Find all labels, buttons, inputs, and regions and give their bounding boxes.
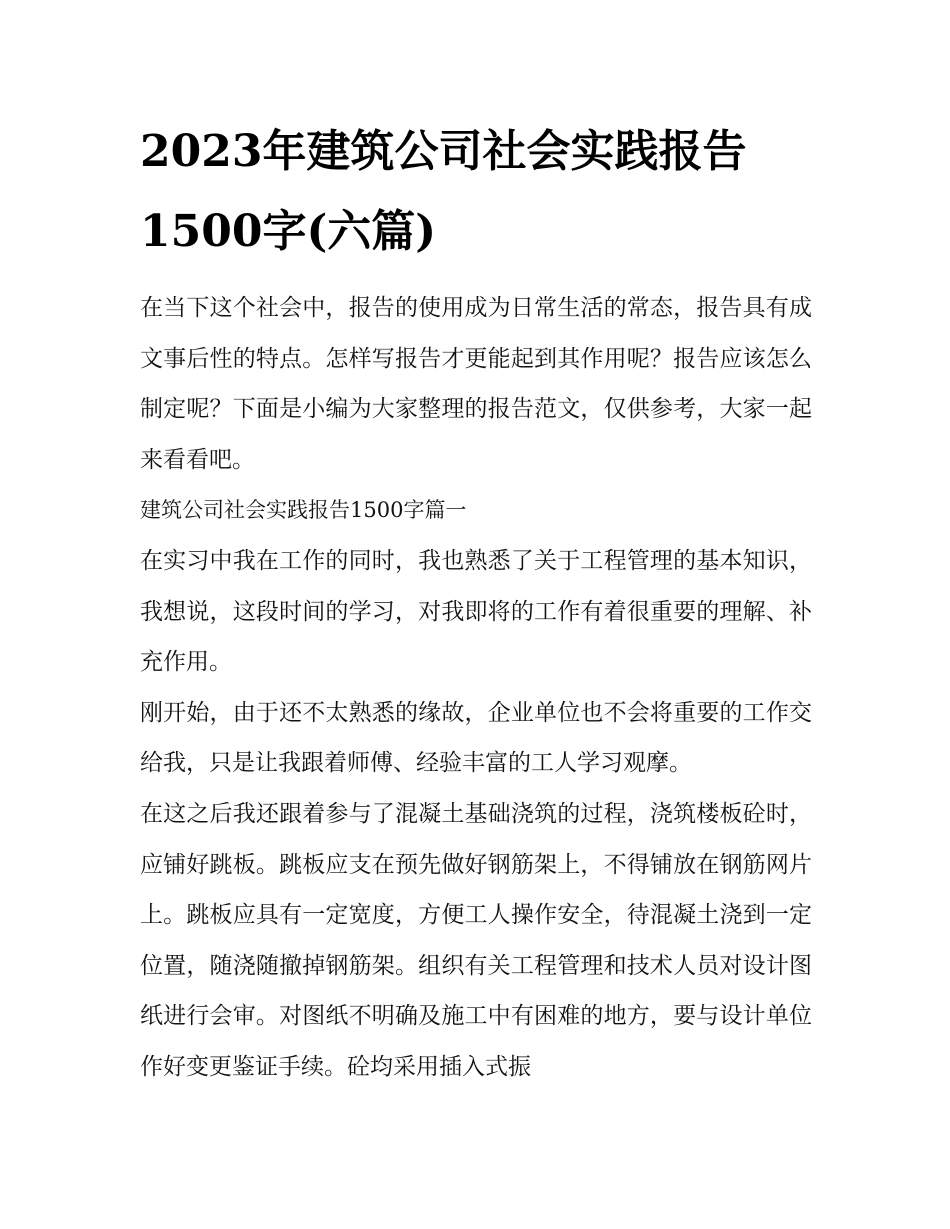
body-paragraph-1: 在实习中我在工作的同时，我也熟悉了关于工程管理的基本知识，我想说，这段时间的学习，对我即将的工作有着很重要的理解、补充作用。 [140,547,812,676]
document-title: 2023年建筑公司社会实践报告1500字(六篇) [140,126,747,257]
section-heading: 建筑公司社会实践报告1500字篇一 [140,498,467,523]
body-paragraph-2: 刚开始，由于还不太熟悉的缘故，企业单位也不会将重要的工作交给我，只是让我跟着师傅、经验丰富的工人学习观摩。 [140,699,812,777]
document-body [140,112,812,1093]
body-paragraph-3: 在这之后我还跟着参与了混凝土基础浇筑的过程，浇筑楼板砼时，应铺好跳板。跳板应支在预先做好钢筋架上，不得铺放在钢筋网片上。跳板应具有一定宽度，方便工人操作安全，待混凝土浇到一定位置，随浇随撤掉钢筋架。组织有关工程管理和技术人员对设计图纸进行会审。对图纸不明确及施工中有困难的地方，要与设计单位作好变更鉴证手续。砼均采用插入式振 [140,800,812,1080]
intro-paragraph: 在当下这个社会中，报告的使用成为日常生活的常态，报告具有成文事后性的特点。怎样写报告才更能起到其作用呢？报告应该怎么制定呢？下面是小编为大家整理的报告范文，仅供参考，大家一起来看看吧。 [140,295,812,473]
